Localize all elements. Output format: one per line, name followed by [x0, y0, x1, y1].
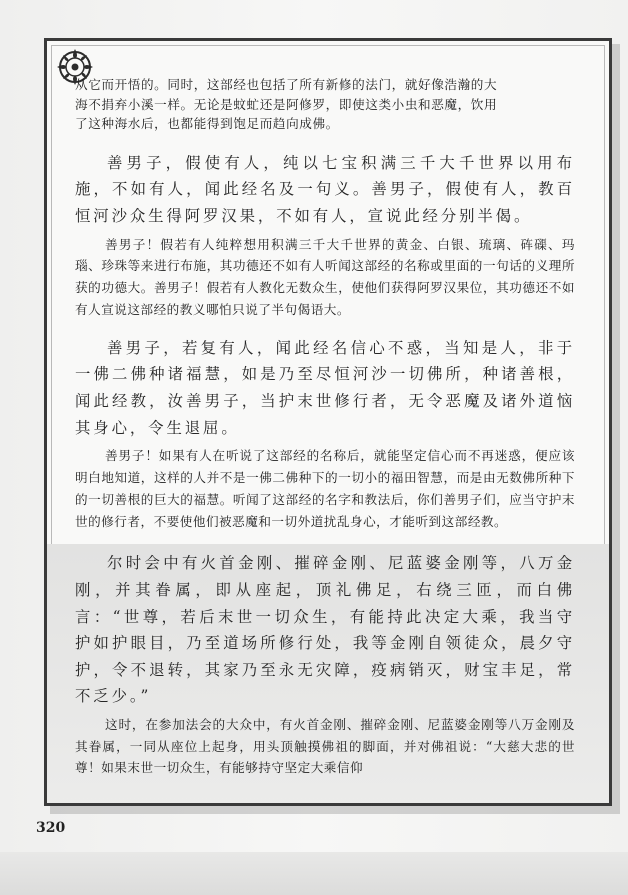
- text-line: 从它而开悟的。同时，这部经也包括了所有新修的法门，就好像浩瀚的大: [75, 77, 498, 92]
- page-number: 320: [36, 820, 66, 836]
- intro-paragraph: [75, 75, 575, 134]
- scripture-passage: 善男子，假使有人，纯以七宝积满三千大千世界以用布施，不如有人，闻此经名及一句义。善男子，假使有人，教百恒河沙众生得阿罗汉果，不如有人，宣说此经分别半偈。: [75, 153, 575, 225]
- bottom-margin: [0, 852, 628, 895]
- translation-paragraph: 这时，在参加法会的大众中，有火首金刚、摧碎金刚、尼蓝婆金刚等八万金刚及其眷属，一同从座位上起身，用头顶触摸佛祖的脚面，并对佛祖说：“大慈大悲的世尊！如果末世一切众生，有能够持守坚定大乘信仰: [75, 716, 575, 776]
- translation-paragraph: 善男子！假若有人纯粹想用积满三千大千世界的黄金、白银、琉璃、砗磲、玛瑙、珍珠等来进行布施，其功德还不如有人听闻这部经的名称或里面的一句话的义理所获的功德大。善男子！假若有人教化无数众生，使他们获得阿罗汉果位，其功德还不如有人宣说这部经的教义哪怕只说了半句偈语大。: [75, 236, 575, 317]
- translation-paragraph: 善男子！如果有人在听说了这部经的名称后，就能坚定信心而不再迷惑，便应该明白地知道，这样的人并不是一佛二佛种下的一切小的福田智慧，而是由无数佛所种下的一切善根的巨大的福慧。听闻了这部经的名字和教法后，你们善男子们，应当守护末世的修行者，不要使他们被恶魔和一切外道扰乱身心，才能听到这部经教。: [75, 448, 575, 529]
- shaded-band: [47, 544, 612, 806]
- text-line: 了这种海水后，也都能得到饱足而趋向成佛。: [75, 116, 339, 132]
- page-content: [75, 75, 575, 806]
- scripture-passage: 善男子，若复有人，闻此经名信心不惑，当知是人，非于一佛二佛种诸福慧，如是乃至尽恒河沙一切佛所，种诸善根，闻此经教，汝善男子，当护末世修行者，无令恶魔及诸外道恼其身心，令生退屈。: [75, 338, 575, 437]
- scripture-passage: 尔时会中有火首金刚、摧碎金刚、尼蓝婆金刚等，八万金刚，并其眷属，即从座起，顶礼佛足，右绕三匝，而白佛言：“世尊，若后末世一切众生，有能持此决定大乘，我当守护如护眼目，乃至道场所修行处，我等金刚自领徒众，晨夕守护，令不退转，其家乃至永无灾障，疫病销灭，财宝丰足，常不乏少。”: [75, 554, 575, 706]
- text-line: 海不捐弃小溪一样。无论是蚊虻还是阿修罗，即使这类小虫和恶魔，饮用: [75, 96, 498, 112]
- page-frame: [44, 38, 612, 806]
